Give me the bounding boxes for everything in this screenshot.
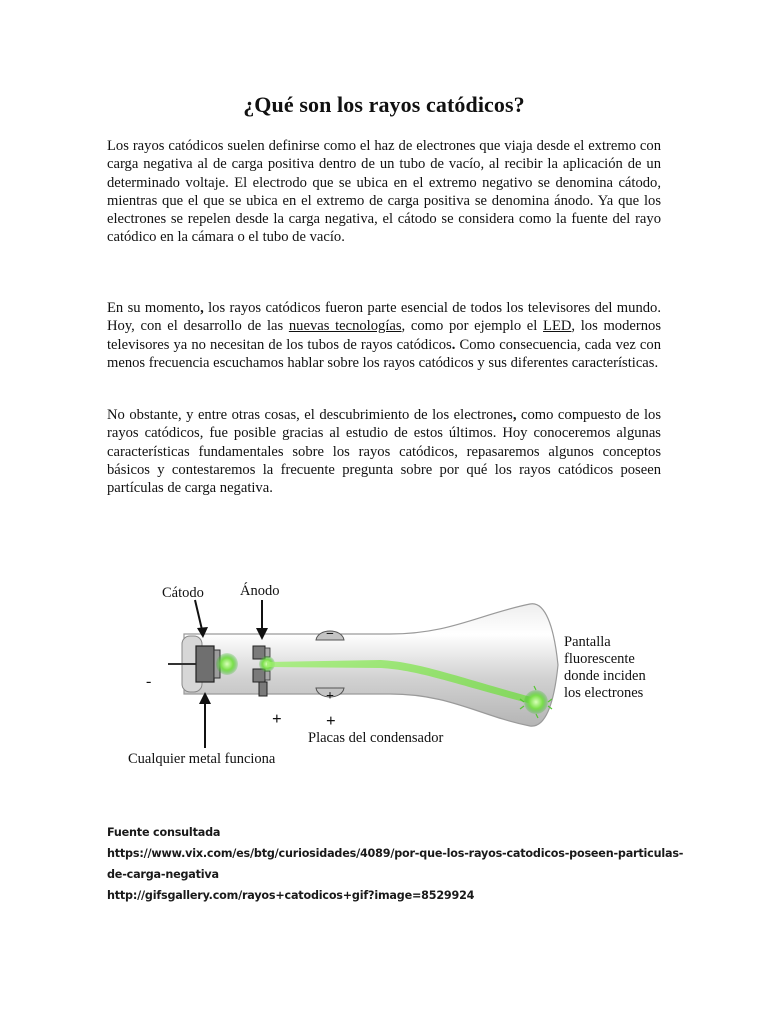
screen-label-line: Pantalla bbox=[564, 634, 611, 650]
source-url-1-line-2[interactable]: de-carga-negativa bbox=[107, 868, 219, 881]
plus-sign-anode: + bbox=[272, 709, 282, 728]
cathode-electrode bbox=[196, 646, 214, 682]
paragraph-2-bold-comma: , bbox=[200, 300, 204, 316]
sources-heading: Fuente consultada bbox=[107, 826, 221, 839]
screen-label-line: fluorescente bbox=[564, 651, 635, 667]
source-url-2[interactable]: http://gifsgallery.com/rayos+catodicos+gif?image=8529924 bbox=[107, 889, 475, 902]
paragraph-2-text: Como consecuencia, cada vez con menos frecuencia escuchamos hablar sobre los rayos catódicos y sus diferentes características. bbox=[107, 336, 661, 371]
anode-label: Ánodo bbox=[240, 583, 280, 599]
paragraph-2-text: los rayos catódicos fueron parte esencial de todos los televisores del mundo. Hoy, con el desarrollo de las bbox=[107, 300, 661, 335]
paragraph-3-bold-comma: , bbox=[512, 407, 517, 423]
page-title: ¿Qué son los rayos catódicos? bbox=[243, 92, 525, 117]
link-led[interactable]: LED bbox=[543, 318, 572, 335]
cathode-glow bbox=[216, 653, 238, 675]
metal-label: Cualquier metal funciona bbox=[128, 751, 276, 767]
screen-label-line: donde inciden bbox=[564, 668, 646, 684]
screen-label-line: los electrones bbox=[564, 685, 644, 701]
paragraph-1: Los rayos catódicos suelen definirse como el haz de electrones que viaja desde el extremo con carga negativa al de carga positiva dentro de un tubo de vacío, al recibir la aplicación de un determinado voltaje. El electrodo que se ubica en el extremo negativo se denomina cátodo, mientras que el que se ubica en el extremo de carga positiva se denomina ánodo. Ya que los electrones se repelen desde la carga negativa, el cátodo se considera como la fuente del rayo catódico en la cámara o el tubo de vacío. bbox=[107, 138, 661, 246]
plate-bottom-sign: + bbox=[326, 689, 334, 704]
screen-label bbox=[564, 634, 649, 701]
plate-top-sign: − bbox=[326, 627, 334, 642]
paragraph-2 bbox=[107, 299, 661, 372]
paragraph-2-text: , los modernos televisores ya no necesitan de los tubos de rayos catódicos bbox=[107, 318, 662, 353]
screen-impact-glow bbox=[524, 690, 548, 714]
paragraph-2-text: , como por ejemplo el bbox=[401, 318, 544, 335]
sources-section bbox=[107, 822, 684, 906]
cathode-label: Cátodo bbox=[162, 585, 204, 601]
link-nuevas-tecnologias[interactable]: nuevas tecnologías bbox=[288, 318, 402, 335]
source-url-1-line-1[interactable]: https://www.vix.com/es/btg/curiosidades/4089/por-que-los-rayos-catodicos-poseen-particulas- bbox=[107, 847, 684, 860]
paragraph-3-text: No obstante, y entre otras cosas, el descubrimiento de los electrones bbox=[107, 407, 513, 423]
plates-label: Placas del condensador bbox=[308, 730, 444, 746]
paragraph-2-text: En su momento bbox=[107, 300, 201, 316]
paragraph-3 bbox=[107, 406, 661, 497]
plus-sign-plate: + bbox=[326, 711, 336, 730]
paragraph-3-text: como compuesto de los rayos catódicos, fue posible gracias al estudio de estos últimos. Hoy conoceremos algunas características fundamentales sobre los rayos catódicos, repasaremos algunos conceptos básicos y contestaremos la frecuente pregunta sobre por qué los rayos catódicos poseen partículas de carga negativa. bbox=[107, 407, 661, 497]
paragraph-2-bold-period: . bbox=[451, 336, 456, 353]
minus-sign: - bbox=[146, 673, 152, 690]
cathode-ray-tube-diagram bbox=[120, 570, 660, 780]
